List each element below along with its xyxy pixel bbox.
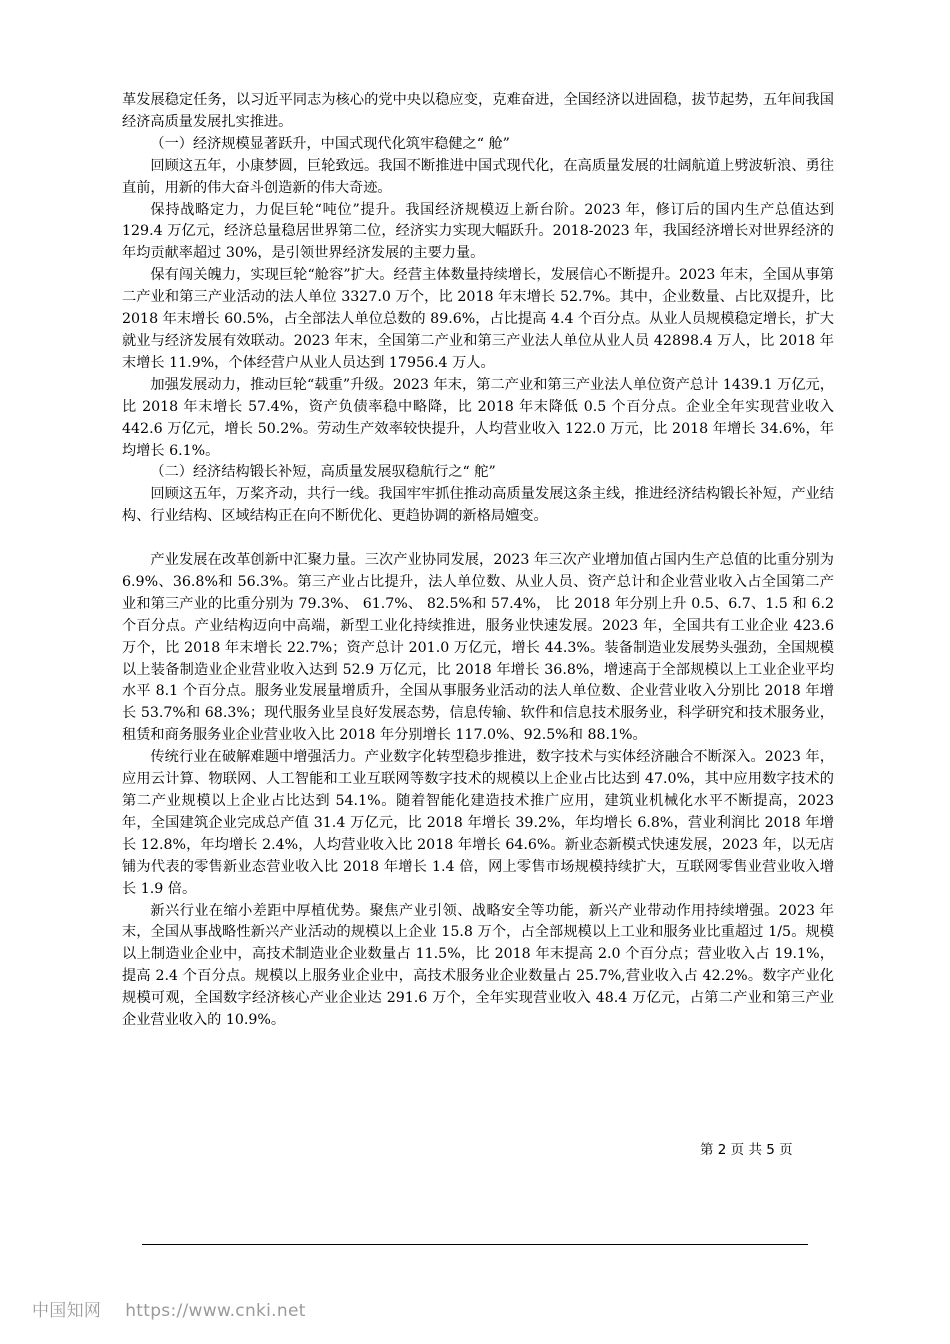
paragraph: 回顾这五年，小康梦圆，巨轮致远。我国不断推进中国式现代化，在高质量发展的壮阔航道上劈波斩浪、勇往直前，用新的伟大奋斗创造新的伟大奇迹。 (122, 157, 834, 196)
watermark-url: https://www.cnki.net (125, 1301, 306, 1321)
paragraph-intro: 革发展稳定任务，以习近平同志为核心的党中央以稳应变，克难奋进，全国经济以进固稳，拔节起势，五年间我国经济高质量发展扎实推进。 (122, 92, 834, 130)
blank-line (122, 528, 834, 550)
document-body (122, 90, 834, 1032)
watermark-site-name: 中国知网 (32, 1301, 102, 1321)
paragraph: 加强发展动力，推动巨轮“载重”升级。2023 年末，第二产业和第三产业法人单位资产总计 1439.1 万亿元，比 2018 年末增长 57.4%，资产负债率稳中略降，比 2018 年末降低 0.5 个百分点。企业全年实现营业收入 442.6 万亿元，增长 50.2%。劳动生产效率较快提升，人均营业收入 122.0 万元，比 2018 年增长 34.6%，年均增长 6.1%。 (122, 376, 834, 459)
footer-divider (142, 1244, 808, 1245)
section-heading-2: （二）经济结构锻长补短，高质量发展驭稳航行之“ 舵” (150, 464, 496, 481)
paragraph: 回顾这五年，万桨齐动，共行一线。我国牢牢抓住推动高质量发展这条主线，推进经济结构锻长补短，产业结构、行业结构、区域结构正在向不断优化、更趋协调的新格局嬗变。 (122, 486, 834, 525)
cnki-watermark (32, 1296, 306, 1321)
paragraph: 保持战略定力，力促巨轮“吨位”提升。我国经济规模迈上新台阶。2023 年，修订后的国内生产总值达到 129.4 万亿元，经济总量稳居世界第二位，经济实力实现大幅跃升。2018-2023 年，我国经济增长对世界经济的年均贡献率超过 30%，是引领世界经济发展的主要力量。 (122, 201, 834, 262)
paragraph: 传统行业在破解难题中增强活力。产业数字化转型稳步推进，数字技术与实体经济融合不断深入。2023 年，应用云计算、物联网、人工智能和工业互联网等数字技术的规模以上企业占比达到 47.0%，其中应用数字技术的第二产业规模以上企业占比达到 54.1%。随着智能化建造技术推广应用，建筑业机械化水平不断提高，2023 年，全国建筑企业完成总产值 31.4 万亿元，比 2018 年增长 39.2%，年均增长 6.8%，营业利润比 2018 年增长 12.8%，年均增长 2.4%，人均营业收入比 2018 年增长 64.6%。新业态新模式快速发展，2023 年，以无店铺为代表的零售新业态营业收入比 2018 年增长 1.4 倍，网上零售市场规模持续扩大，互联网零售业营业收入增长 1.9 倍。 (122, 749, 834, 897)
page-number: 第 2 页 共 5 页 (700, 1142, 793, 1158)
paragraph: 产业发展在改革创新中汇聚力量。三次产业协同发展，2023 年三次产业增加值占国内生产总值的比重分别为 6.9%、36.8%和 56.3%。第三产业占比提升，法人单位数、从业人员、资产总计和企业营业收入占全国第二产业和第三产业的比重分别为 79.3%、 61.7%、 82.5%和 57.4%， 比 2018 年分别上升 0.5、6.7、1.5 和 6.2 个百分点。产业结构迈向中高端，新型工业化持续推进，服务业快速发展。2023 年，全国共有工业企业 423.6 万个，比 2018 年末增长 22.7%；资产总计 201.0 万亿元，增长 44.3%。装备制造业发展势头强劲，全国规模以上装备制造业企业营业收入达到 52.9 万亿元，比 2018 年增长 36.8%，增速高于全部规模以上工业企业平均水平 8.1 个百分点。服务业发展量增质升，全国从事服务业活动的法人单位数、企业营业收入分别比 2018 年增长 53.7%和 68.3%；现代服务业呈良好发展态势，信息传输、软件和信息技术服务业，科学研究和技术服务业，租赁和商务服务业企业营业收入比 2018 年分别增长 117.0%、92.5%和 88.1%。 (122, 552, 834, 744)
paragraph: 新兴行业在缩小差距中厚植优势。聚焦产业引领、战略安全等功能，新兴产业带动作用持续增强。2023 年末，全国从事战略性新兴产业活动的规模以上企业 15.8 万个，占全部规模以上工业和服务业比重超过 1/5。规模以上制造业企业中，高技术制造业企业数量占 11.5%，比 2018 年末提高 2.0 个百分点；营业收入占 19.1%，提高 2.4 个百分点。规模以上服务业企业中，高技术服务业企业数量占 25.7%,营业收入占 42.2%。数字产业化规模可观，全国数字经济核心产业企业达 291.6 万个，全年实现营业收入 48.4 万亿元，占第二产业和第三产业企业营业收入的 10.9%。 (122, 902, 834, 1029)
section-heading-1: （一）经济规模显著跃升，中国式现代化筑牢稳健之“ 舱” (150, 135, 510, 152)
paragraph: 保有闯关魄力，实现巨轮“舱容”扩大。经营主体数量持续增长，发展信心不断提升。2023 年末，全国从事第二产业和第三产业活动的法人单位 3327.0 万个，比 2018 年末增长 52.7%。其中，企业数量、占比双提升，比 2018 年末增长 60.5%，占全部法人单位总数的 89.6%，占比提高 4.4 个百分点。从业人员规模稳定增长，扩大就业与经济发展有效联动。2023 年末，全国第二产业和第三产业法人单位从业人员 42898.4 万人，比 2018 年末增长 11.9%，个体经营户从业人员达到 17956.4 万人。 (122, 267, 834, 371)
